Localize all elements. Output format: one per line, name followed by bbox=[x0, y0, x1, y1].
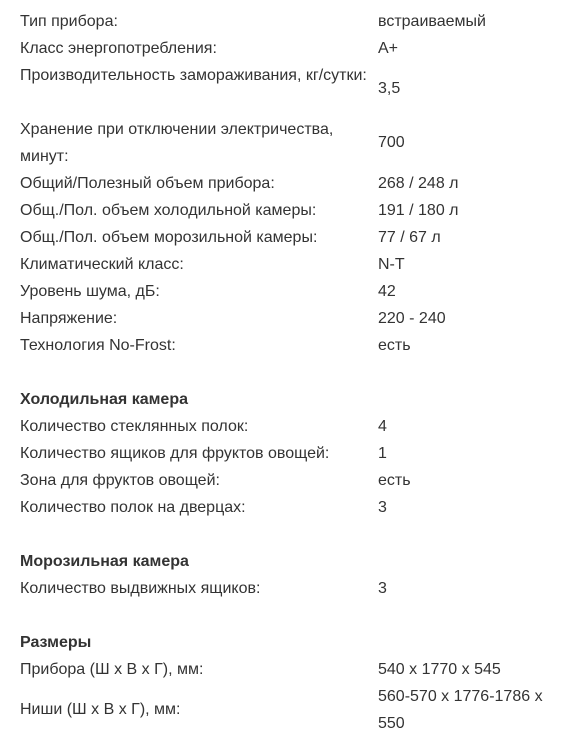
spec-label: Уровень шума, дБ: bbox=[20, 283, 160, 300]
spec-row-door-shelves bbox=[20, 494, 565, 521]
spec-label: Тип прибора: bbox=[20, 13, 118, 30]
spec-row-noise-level bbox=[20, 278, 565, 305]
spec-value: 3 bbox=[378, 580, 387, 597]
spec-row-power-outage-storage bbox=[20, 116, 565, 170]
spec-value: 1 bbox=[378, 445, 387, 462]
spec-label: Прибора (Ш х В х Г), мм: bbox=[20, 661, 204, 678]
spec-value: 77 / 67 л bbox=[378, 229, 441, 246]
spec-label: Производительность замораживания, кг/сутки: bbox=[20, 67, 367, 84]
spec-value: 268 / 248 л bbox=[378, 175, 459, 192]
spec-row-fridge-volume bbox=[20, 197, 565, 224]
section-title-dimensions: Размеры bbox=[20, 634, 92, 651]
spec-row-energy-class bbox=[20, 35, 565, 62]
spec-row-freezer-volume bbox=[20, 224, 565, 251]
spec-value: есть bbox=[378, 472, 411, 489]
spec-value: 700 bbox=[378, 134, 405, 151]
spec-row-device-dimensions bbox=[20, 656, 565, 683]
spec-label: Количество стеклянных полок: bbox=[20, 418, 249, 435]
spec-label: Общий/Полезный объем прибора: bbox=[20, 175, 275, 192]
spec-value: 4 bbox=[378, 418, 387, 435]
spec-value: 42 bbox=[378, 283, 396, 300]
spec-row-glass-shelves bbox=[20, 413, 565, 440]
spec-row-niche-dimensions bbox=[20, 683, 565, 737]
spec-label: Общ./Пол. объем холодильной камеры: bbox=[20, 202, 317, 219]
spec-row-freezer-drawers bbox=[20, 575, 565, 602]
spec-label: Климатический класс: bbox=[20, 256, 184, 273]
spec-value: 220 - 240 bbox=[378, 310, 446, 327]
spec-row-total-volume bbox=[20, 170, 565, 197]
spec-row-device-type bbox=[20, 8, 565, 35]
spec-label: Напряжение: bbox=[20, 310, 118, 327]
spec-value: встраиваемый bbox=[378, 13, 486, 30]
spec-row-freezing-capacity bbox=[20, 62, 565, 116]
spec-label: Хранение при отключении электричества, минут: bbox=[20, 121, 334, 165]
spec-value: 3,5 bbox=[378, 80, 401, 97]
spec-row-no-frost bbox=[20, 332, 565, 359]
spec-label: Количество полок на дверцах: bbox=[20, 499, 246, 516]
spec-label: Ниши (Ш х В х Г), мм: bbox=[20, 701, 181, 718]
spec-row-voltage bbox=[20, 305, 565, 332]
spec-value: есть bbox=[378, 337, 411, 354]
spec-row-vegetable-drawers bbox=[20, 440, 565, 467]
spec-value: A+ bbox=[378, 40, 399, 57]
spec-label: Класс энергопотребления: bbox=[20, 40, 217, 57]
spec-label: Зона для фруктов овощей: bbox=[20, 472, 220, 489]
section-title-fridge: Холодильная камера bbox=[20, 391, 188, 408]
spec-value: 191 / 180 л bbox=[378, 202, 459, 219]
spec-label: Количество ящиков для фруктов овощей: bbox=[20, 445, 330, 462]
section-title-freezer: Морозильная камера bbox=[20, 553, 189, 570]
spec-value: 560-570 x 1776-1786 x 550 bbox=[378, 688, 543, 732]
spec-label: Общ./Пол. объем морозильной камеры: bbox=[20, 229, 318, 246]
spec-value: 540 x 1770 x 545 bbox=[378, 661, 501, 678]
spec-value: 3 bbox=[378, 499, 387, 516]
spec-label: Количество выдвижных ящиков: bbox=[20, 580, 261, 597]
spec-label: Технология No-Frost: bbox=[20, 337, 176, 354]
spec-row-climate-class bbox=[20, 251, 565, 278]
spec-value: N-T bbox=[378, 256, 405, 273]
spec-row-vegetable-zone bbox=[20, 467, 565, 494]
